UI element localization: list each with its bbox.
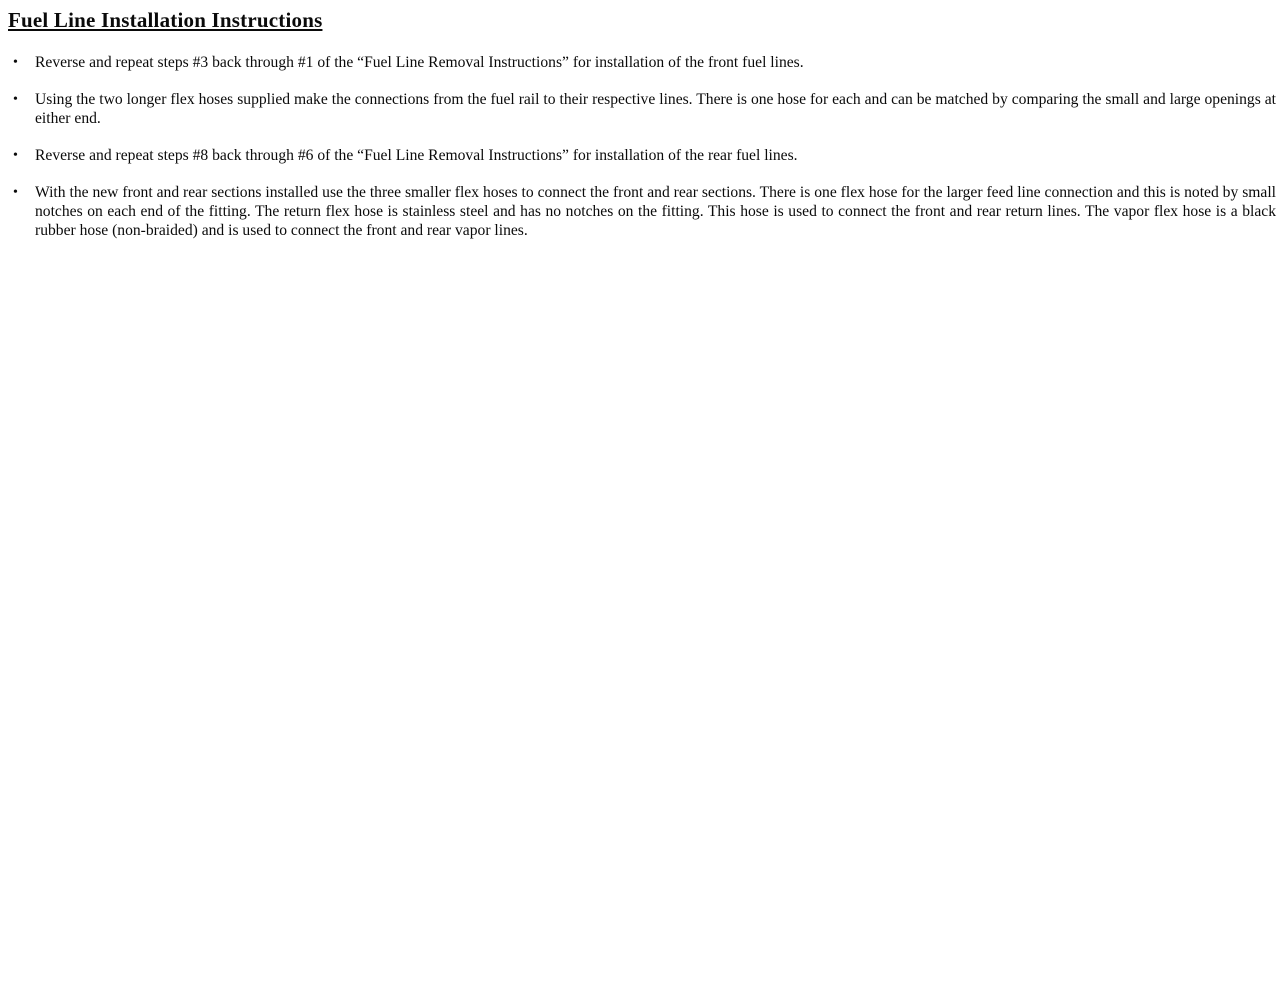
bullet-icon: • — [13, 148, 18, 163]
list-item — [8, 146, 1276, 165]
bullet-icon: • — [13, 92, 18, 107]
list-item — [8, 90, 1276, 128]
list-item — [8, 183, 1276, 240]
instruction-list — [8, 53, 1276, 240]
bullet-icon: • — [13, 55, 18, 70]
page-title: Fuel Line Installation Instructions — [8, 8, 323, 32]
instruction-text: With the new front and rear sections installed use the three smaller flex hoses to connect the front and rear sections. There is one flex hose for the larger feed line connection and this is noted by small notches on each end of the fitting. The return flex hose is stainless steel and has no notches on the fitting. This hose is used to connect the front and rear return lines. The vapor flex hose is a black rubber hose (non-braided) and is used to connect the front and rear vapor lines. — [35, 184, 1276, 239]
instruction-text: Using the two longer flex hoses supplied make the connections from the fuel rail to their respective lines. There is one hose for each and can be matched by comparing the small and large openings at either end. — [35, 91, 1276, 127]
instruction-text: Reverse and repeat steps #8 back through #6 of the “Fuel Line Removal Instructions” for installation of the rear fuel lines. — [35, 147, 798, 164]
list-item — [8, 53, 1276, 72]
bullet-icon: • — [13, 185, 18, 200]
instruction-text: Reverse and repeat steps #3 back through #1 of the “Fuel Line Removal Instructions” for installation of the front fuel lines. — [35, 54, 804, 71]
